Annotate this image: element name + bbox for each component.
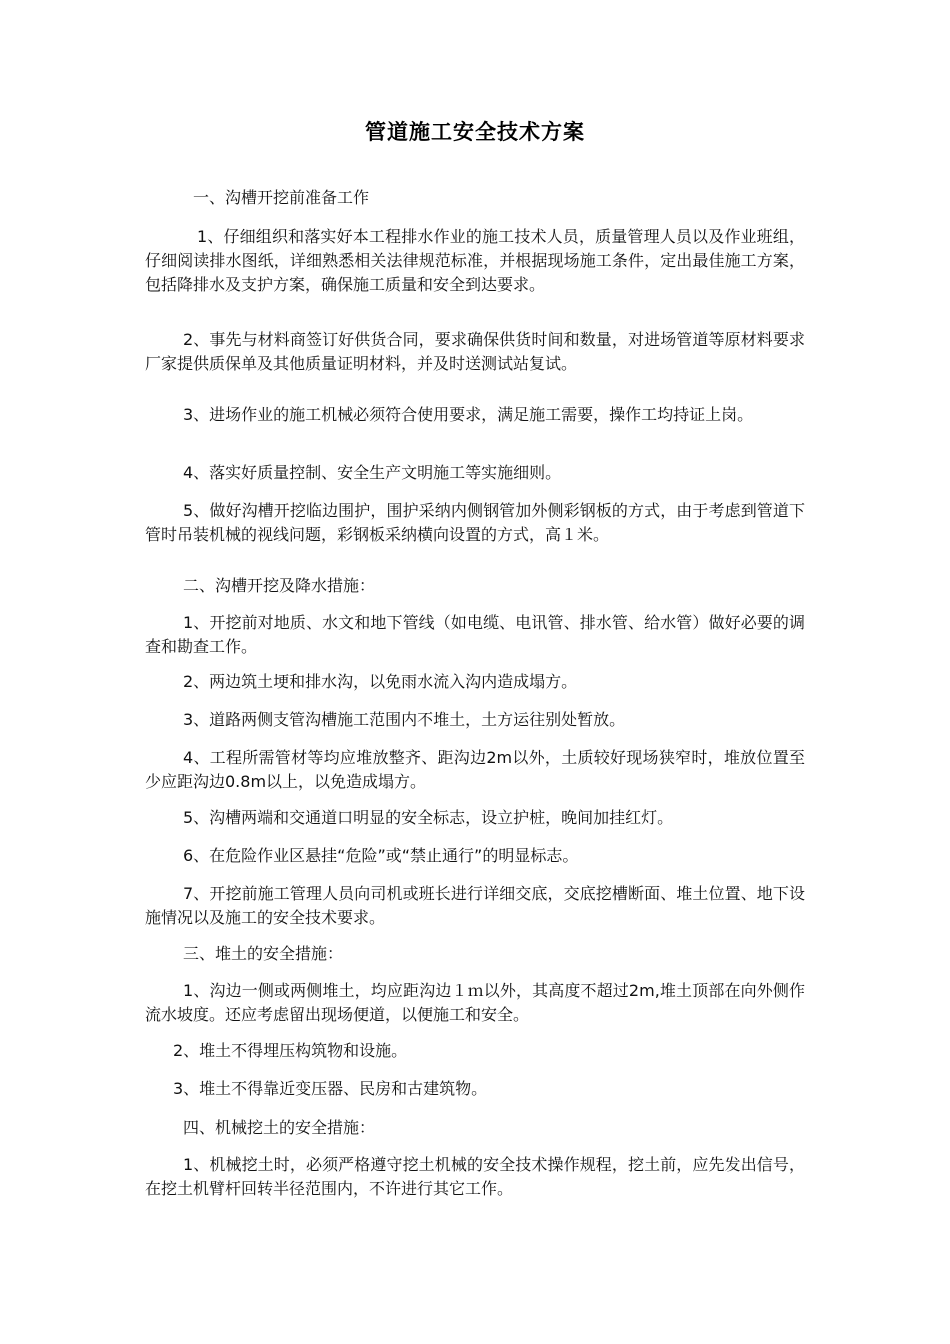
paragraph-1-4: 4、落实好质量控制、安全生产文明施工等实施细则。 <box>183 463 562 482</box>
paragraph-3-2: 2、堆土不得埋压构筑物和设施。 <box>173 1041 408 1060</box>
section-heading-3: 三、堆土的安全措施： <box>183 944 344 963</box>
paragraph-1-5: 5、做好沟槽开挖临边围护，围护采纳内侧钢管加外侧彩钢板的方式，由于考虑到管道下管时吊装机械的视线问题，彩钢板采纳横向设置的方式，高１米。 <box>145 501 805 544</box>
section-heading-2: 二、沟槽开挖及降水措施： <box>183 576 376 595</box>
paragraph-1-1: 1、仔细组织和落实好本工程排水作业的施工技术人员，质量管理人员以及作业班组，仔细阅读排水图纸，详细熟悉相关法律规范标准，并根据现场施工条件，定出最佳施工方案，包括降排水及支护方案，确保施工质量和安全到达要求。 <box>145 227 805 294</box>
paragraph-2-4: 4、工程所需管材等均应堆放整齐、距沟边2m以外，土质较好现场狭窄时，堆放位置至少应距沟边0.8m以上，以免造成塌方。 <box>145 748 805 791</box>
paragraph-2-3: 3、道路两侧支管沟槽施工范围内不堆土，土方运往别处暂放。 <box>183 710 626 729</box>
paragraph-2-7: 7、开挖前施工管理人员向司机或班长进行详细交底，交底挖槽断面、堆土位置、地下设施情况以及施工的安全技术要求。 <box>145 884 805 927</box>
paragraph-2-5: 5、沟槽两端和交通道口明显的安全标志，设立护桩，晚间加挂红灯。 <box>183 808 674 827</box>
paragraph-2-1: 1、开挖前对地质、水文和地下管线（如电缆、电讯管、排水管、给水管）做好必要的调查和勘查工作。 <box>145 613 805 656</box>
paragraph-2-2: 2、两边筑土埂和排水沟，以免雨水流入沟内造成塌方。 <box>183 672 578 691</box>
paragraph-3-1: 1、沟边一侧或两侧堆土，均应距沟边１ｍ以外，其高度不超过2m,堆土顶部在向外侧作流水坡度。还应考虑留出现场便道，以便施工和安全。 <box>145 981 805 1024</box>
paragraph-3-3: 3、堆土不得靠近变压器、民房和古建筑物。 <box>173 1079 488 1098</box>
paragraph-1-3: 3、进场作业的施工机械必须符合使用要求，满足施工需要，操作工均持证上岗。 <box>183 405 754 424</box>
paragraph-1-2: 2、事先与材料商签订好供货合同，要求确保供货时间和数量，对进场管道等原材料要求厂家提供质保单及其他质量证明材料，并及时送测试站复试。 <box>145 330 805 373</box>
section-heading-4: 四、机械挖土的安全措施： <box>183 1118 376 1137</box>
paragraph-4-1: 1、机械挖土时，必须严格遵守挖土机械的安全技术操作规程，挖土前，应先发出信号，在挖土机臂杆回转半径范围内，不许进行其它工作。 <box>145 1155 805 1198</box>
paragraph-2-6: 6、在危险作业区悬挂“危险”或“禁止通行”的明显标志。 <box>183 846 579 865</box>
section-heading-1: 一、沟槽开挖前准备工作 <box>193 188 370 207</box>
document-title: 管道施工安全技术方案 <box>365 120 585 144</box>
